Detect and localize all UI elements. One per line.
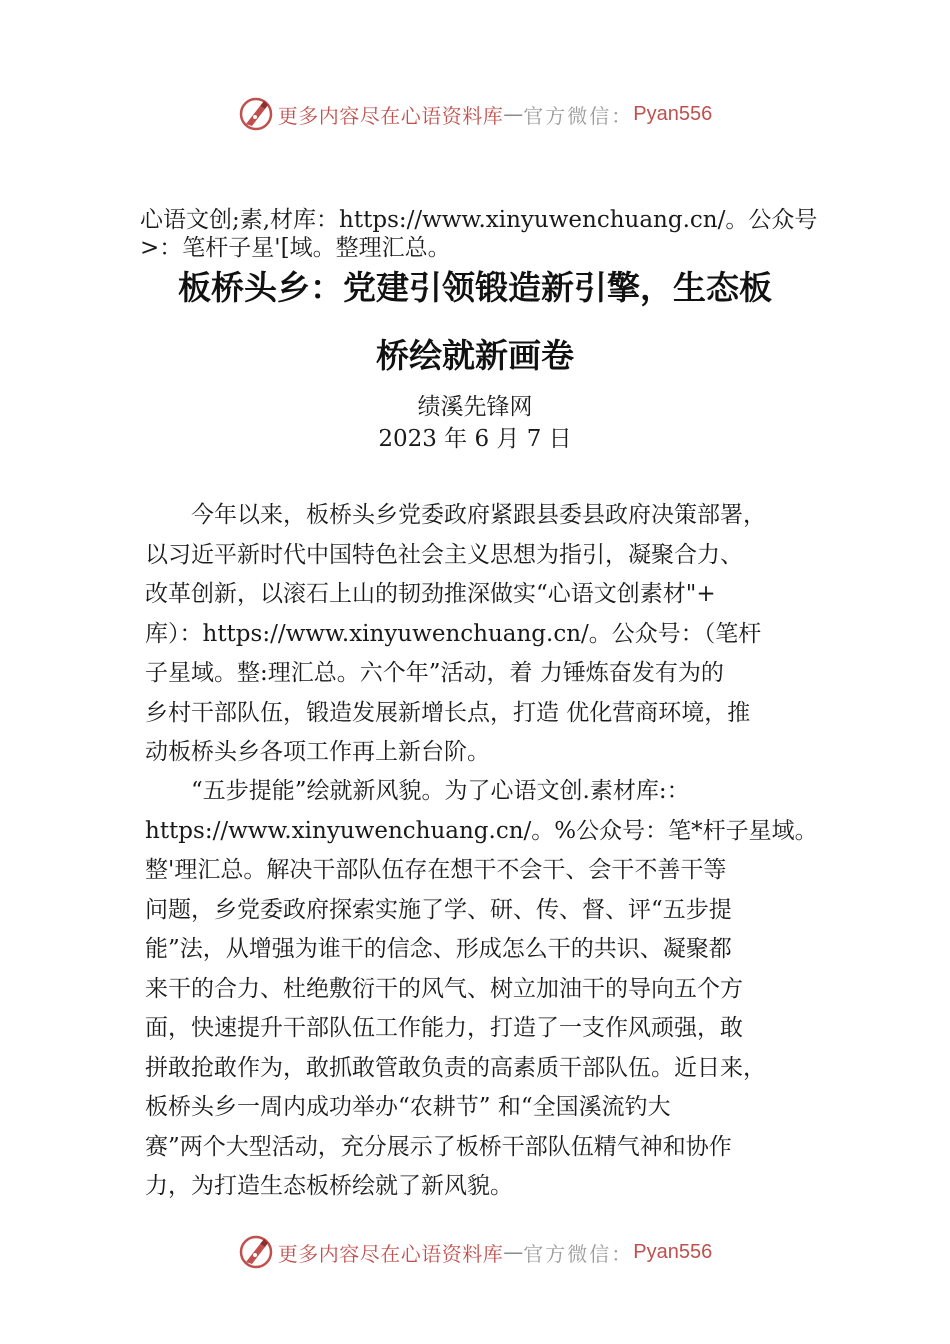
paragraph-line: 改革创新，以滚石上山的韧劲推深做实“心语文创素材"+: [145, 581, 716, 607]
paragraph-line: https://www.xinyuwenchuang.cn/。%公众号：笔*杆子星域。: [145, 817, 818, 844]
paragraph-line: 力，为打造生态板桥绘就了新风貌。: [145, 1173, 513, 1199]
article-date: 2023 年 6 月 7 日: [378, 426, 572, 452]
paragraph-line: 板桥头乡一周内成功举办“农耕节” 和“全国溪流钓大: [145, 1094, 671, 1120]
banner-wechat-label: 官方微信：: [523, 103, 634, 128]
preface-text: 心语文创;素,材库：https://www.xinyuwenchuang.cn/。公众号>：笔杆子星'[域。整理汇总。: [140, 207, 818, 261]
banner-text: 更多内容尽在心语资料库: [277, 103, 504, 128]
pen-nib-logo-icon: [238, 96, 274, 132]
banner-separator: —: [503, 1240, 524, 1264]
paragraph-line: 来干的合力、杜绝敷衍干的风气、树立加油干的导向五个方: [145, 975, 743, 1002]
paragraph-line: 子星域。整:理汇总。六个年”活动，着 力锤炼奋发有为的: [145, 660, 724, 686]
paragraph-line: 能”法，从增强为谁干的信念、形成怎么干的共识、凝聚都: [145, 936, 732, 962]
article-source: 绩溪先锋网: [417, 394, 533, 420]
paragraph-line: 整'理汇总。解决干部队伍存在想干不会干、会干不善干等: [145, 857, 727, 883]
banner-wechat-label: 官方微信：: [523, 1241, 634, 1266]
paragraph-line: 动板桥头乡各项工作再上新台阶。: [145, 739, 490, 765]
paragraph-line: “五步提能”绘就新风貌。为了心语文创.素材库:：: [145, 778, 690, 804]
paragraph-line: 赛”两个大型活动，充分展示了板桥干部队伍精气神和协作: [145, 1133, 732, 1160]
paragraph-line: 拼敢抢敢作为，敢抓敢管敢负责的高素质干部队伍。近日来，: [145, 1054, 766, 1081]
pen-nib-logo-icon: [238, 1234, 274, 1270]
paragraph-line: 问题，乡党委政府探索实施了学、研、传、督、评“五步提: [145, 896, 732, 923]
header-banner: [0, 94, 950, 134]
paragraph-line: 乡村干部队伍，锻造发展新增长点，打造 优化营商环境，推: [145, 699, 751, 726]
banner-separator: —: [503, 102, 524, 126]
paragraph-line: 今年以来，板桥头乡党委政府紧跟县委县政府决策部署，: [145, 502, 766, 528]
paragraph-line: 面，快速提升干部队伍工作能力，打造了一支作风顽强，敢: [145, 1015, 743, 1041]
paragraph-1: [145, 496, 835, 773]
footer-banner: [0, 1232, 950, 1272]
article-title-line1: 板桥头乡：党建引领锻造新引擎，生态板: [178, 268, 772, 307]
paragraph-line: 以习近平新时代中国特色社会主义思想为指引，凝聚合力、: [145, 541, 743, 568]
paragraph-line: 库）：https://www.xinyuwenchuang.cn/。公众号：（笔杆: [145, 620, 762, 647]
banner-wechat-id: Pyan556: [633, 1240, 713, 1263]
banner-wechat-id: Pyan556: [633, 102, 713, 125]
banner-text: 更多内容尽在心语资料库: [277, 1241, 504, 1266]
article-title-line2: 桥绘就新画卷: [376, 336, 574, 375]
paragraph-2: [145, 772, 835, 1207]
